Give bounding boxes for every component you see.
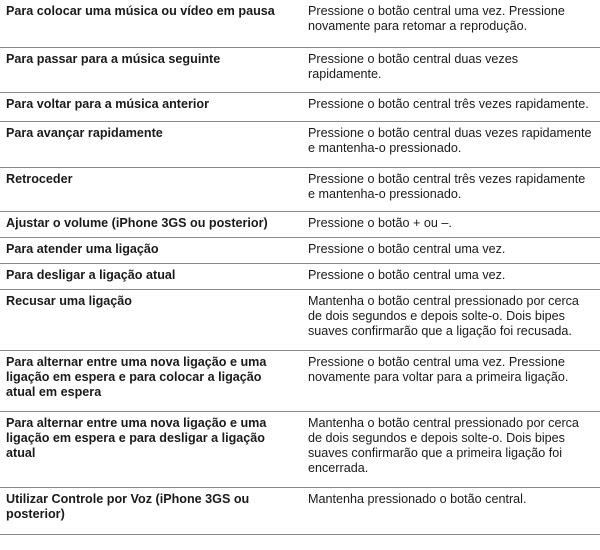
action-cell: Para avançar rapidamente (6, 126, 163, 140)
table-row (0, 351, 600, 412)
instruction-cell: Pressione o botão central uma vez. Pressione novamente para voltar para a primeira ligação. (308, 355, 569, 384)
action-cell: Para alternar entre uma nova ligação e uma ligação em espera e para colocar a ligação atual em espera (6, 355, 267, 399)
action-cell: Para passar para a música seguinte (6, 52, 221, 66)
instruction-cell: Pressione o botão central três vezes rapidamente e mantenha-o pressionado. (308, 172, 586, 201)
table-row (0, 290, 600, 351)
instruction-cell: Pressione o botão central uma vez. (308, 242, 506, 256)
action-cell: Para voltar para a música anterior (6, 97, 209, 111)
instruction-cell: Pressione o botão central uma vez. (308, 268, 506, 282)
action-cell: Recusar uma ligação (6, 294, 132, 308)
instruction-cell: Mantenha o botão central pressionado por cerca de dois segundos e depois solte-o. Dois bipes suaves confirmarão que a primeira ligação foi encerrada. (308, 416, 579, 475)
table-row (0, 238, 600, 264)
instruction-cell: Pressione o botão central duas vezes rapidamente e mantenha-o pressionado. (308, 126, 592, 155)
action-cell: Utilizar Controle por Voz (iPhone 3GS ou posterior) (6, 492, 250, 521)
table-row (0, 122, 600, 168)
instruction-cell: Mantenha pressionado o botão central. (308, 492, 527, 506)
action-cell: Para atender uma ligação (6, 242, 159, 256)
instruction-cell: Mantenha o botão central pressionado por cerca de dois segundos e depois solte-o. Dois bipes suaves confirmarão que a ligação foi recusada. (308, 294, 579, 338)
action-cell: Ajustar o volume (iPhone 3GS ou posterior) (6, 216, 268, 230)
action-cell: Retroceder (6, 172, 73, 186)
table-row (0, 93, 600, 122)
action-cell: Para desligar a ligação atual (6, 268, 176, 282)
action-cell: Para colocar uma música ou vídeo em pausa (6, 4, 275, 18)
table-row (0, 488, 600, 535)
table-row (0, 48, 600, 93)
instruction-cell: Pressione o botão + ou –. (308, 216, 452, 230)
instruction-cell: Pressione o botão central duas vezes rapidamente. (308, 52, 519, 81)
table-row (0, 212, 600, 238)
action-cell: Para alternar entre uma nova ligação e uma ligação em espera e para desligar a ligação atual (6, 416, 267, 460)
table-row (0, 168, 600, 212)
instruction-cell: Pressione o botão central uma vez. Pressione novamente para retomar a reprodução. (308, 4, 565, 33)
table-row (0, 0, 600, 48)
table-row (0, 264, 600, 290)
instruction-cell: Pressione o botão central três vezes rapidamente. (308, 97, 589, 111)
table-row (0, 412, 600, 488)
